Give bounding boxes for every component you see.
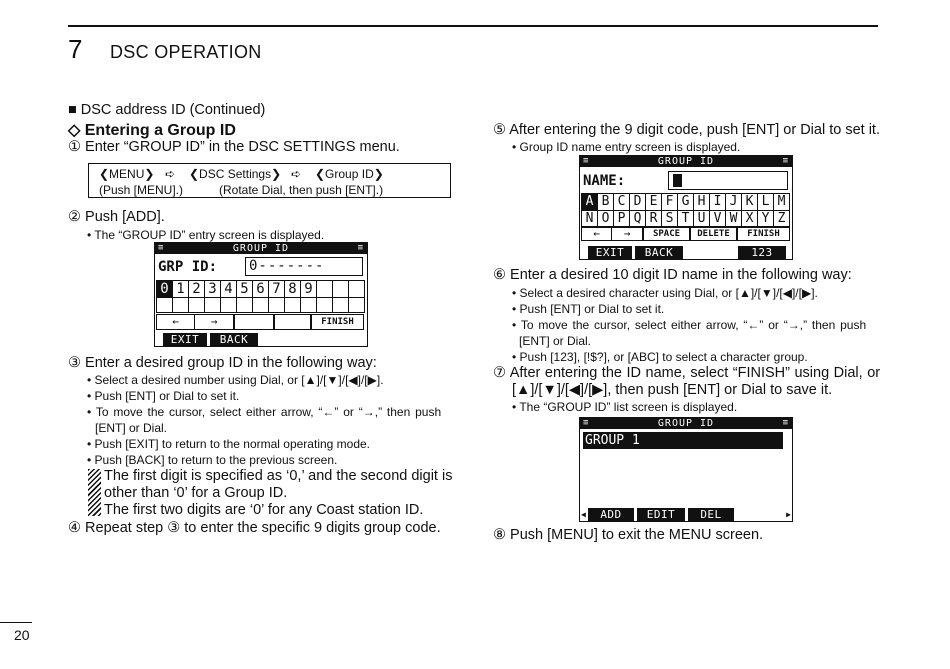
digit-key[interactable]: 0 — [156, 280, 173, 298]
letter-key[interactable]: Z — [773, 210, 790, 228]
group-id-entry-screen — [154, 242, 368, 347]
menu-icon: ≡ — [782, 418, 789, 428]
digit-key[interactable]: 8 — [284, 280, 301, 298]
letter-key[interactable]: B — [597, 193, 614, 211]
arrow-icon: ➪ — [291, 167, 302, 181]
letter-key[interactable]: L — [757, 193, 774, 211]
del-softkey[interactable]: DEL — [688, 508, 734, 521]
step-8: ⑧ Push [MENU] to exit the MENU screen. — [493, 527, 764, 543]
letter-key[interactable]: S — [661, 210, 678, 228]
blank-key — [348, 280, 365, 298]
menu-icon: ≡ — [583, 156, 590, 166]
letter-key[interactable]: A — [581, 193, 598, 211]
letter-key[interactable]: F — [661, 193, 678, 211]
blank-key — [188, 297, 205, 313]
step-3-bullet-cont: [ENT] or Dial. — [95, 421, 168, 435]
page-number-rule — [0, 622, 32, 623]
letter-key[interactable]: N — [581, 210, 598, 228]
right-triangle-icon: ▶ — [786, 510, 791, 519]
group-id-list-screen — [579, 417, 793, 522]
delete-key[interactable]: DELETE — [690, 226, 737, 241]
letter-key[interactable]: T — [677, 210, 694, 228]
edit-softkey[interactable]: EDIT — [637, 508, 685, 521]
digit-key[interactable]: 7 — [268, 280, 285, 298]
exit-softkey[interactable]: EXIT — [588, 246, 632, 259]
letter-key[interactable]: Y — [757, 210, 774, 228]
screen-title-bar — [580, 418, 792, 429]
blank-key — [300, 297, 317, 313]
step-6-bullet: • Select a desired character using Dial, or [▲]/[▼]/[◀]/[▶]. — [512, 286, 818, 300]
heading: ◇ Entering a Group ID — [68, 122, 236, 139]
back-softkey[interactable]: BACK — [210, 333, 258, 346]
step-7-note: • The “GROUP ID” list screen is displayed. — [512, 400, 738, 414]
letter-key[interactable]: O — [597, 210, 614, 228]
blank-key — [172, 297, 189, 313]
arrow-icon: ➪ — [165, 167, 176, 181]
left-arrow-key[interactable]: ← — [156, 314, 195, 330]
step-2-note: • The “GROUP ID” entry screen is displayed. — [87, 228, 325, 242]
note-line: other than ‘0’ for a Group ID. — [104, 485, 288, 501]
blank-key — [252, 297, 269, 313]
cursor-block — [673, 174, 682, 187]
step-6-bullet-cont: [ENT] or Dial. — [519, 334, 592, 348]
step-3-bullet: • Push [BACK] to return to the previous screen. — [87, 453, 338, 467]
letter-key[interactable]: V — [709, 210, 726, 228]
back-softkey[interactable]: BACK — [635, 246, 683, 259]
chapter-number: 7 — [68, 34, 83, 64]
screen-title: GROUP ID — [657, 418, 715, 429]
dsc-settings-key: ❮DSC Settings❯ — [189, 167, 282, 181]
letter-key[interactable]: K — [741, 193, 758, 211]
blank-key — [332, 297, 349, 313]
blank-key — [156, 297, 173, 313]
step-6-bullet: • Push [ENT] or Dial to set it. — [512, 302, 665, 316]
right-arrow-key[interactable]: → — [194, 314, 234, 330]
group-name-entry-screen — [579, 155, 793, 260]
step-3-bullet: • Push [ENT] or Dial to set it. — [87, 389, 240, 403]
right-arrow-key[interactable]: → — [611, 226, 643, 241]
letter-key[interactable]: C — [613, 193, 630, 211]
letter-key[interactable]: U — [693, 210, 710, 228]
step-3: ③ Enter a desired group ID in the following way: — [68, 355, 377, 371]
step-4: ④ Repeat step ③ to enter the specific 9 digits group code. — [68, 520, 441, 536]
step-6-bullet: • Push [123], [!$?], or [ABC] to select a character group. — [512, 350, 808, 364]
letter-key[interactable]: W — [725, 210, 742, 228]
letter-key[interactable]: J — [725, 193, 742, 211]
space-key[interactable]: SPACE — [643, 226, 690, 241]
blank-key — [220, 297, 237, 313]
step-3-bullet: • Select a desired number using Dial, or [▲]/[▼]/[◀]/[▶]. — [87, 373, 384, 387]
note-line: The first digit is specified as ‘0,’ and the second digit is — [104, 468, 453, 484]
letter-key[interactable]: R — [645, 210, 662, 228]
letter-key[interactable]: H — [693, 193, 710, 211]
rotate-dial-note: (Rotate Dial, then push [ENT].) — [219, 183, 384, 197]
add-softkey[interactable]: ADD — [588, 508, 634, 521]
blank-key — [236, 297, 253, 313]
blank-key — [274, 314, 311, 330]
left-triangle-icon: ◀ — [581, 510, 586, 519]
screen-title-bar — [155, 243, 367, 254]
digit-key[interactable]: 6 — [252, 280, 269, 298]
digit-key[interactable]: 2 — [188, 280, 205, 298]
blank-key — [268, 297, 285, 313]
blank-key — [332, 280, 349, 298]
letter-key[interactable]: D — [629, 193, 646, 211]
finish-key[interactable]: FINISH — [311, 314, 364, 330]
push-menu-note: (Push [MENU].) — [99, 183, 184, 197]
blank-key — [284, 297, 301, 313]
menu-icon: ≡ — [782, 156, 789, 166]
screen-title: GROUP ID — [657, 156, 715, 167]
top-rule — [68, 25, 878, 27]
menu-icon: ≡ — [583, 418, 590, 428]
letter-key[interactable]: E — [645, 193, 662, 211]
grp-id-value: 0------- — [245, 257, 363, 276]
letter-key[interactable]: X — [741, 210, 758, 228]
menu-key: ❮MENU❯ — [99, 167, 155, 181]
note-line: The first two digits are ‘0’ for any Coast station ID. — [104, 502, 424, 518]
blank-key — [234, 314, 274, 330]
digit-key[interactable]: 3 — [204, 280, 221, 298]
digit-key[interactable]: 4 — [220, 280, 237, 298]
finish-key[interactable]: FINISH — [737, 226, 790, 241]
menu-path-box — [88, 163, 451, 198]
step-3-bullet: • Push [EXIT] to return to the normal operating mode. — [87, 437, 371, 451]
step-1: ① Enter “GROUP ID” in the DSC SETTINGS menu. — [68, 139, 400, 155]
menu-icon: ≡ — [158, 243, 165, 253]
note-icon — [88, 469, 101, 516]
step-3-bullet: • To move the cursor, select either arrow, “←” or “→,” then push — [87, 405, 442, 419]
digit-key[interactable]: 1 — [172, 280, 189, 298]
left-arrow-key[interactable]: ← — [581, 226, 612, 241]
blank-key — [204, 297, 221, 313]
letter-key[interactable]: G — [677, 193, 694, 211]
name-label: NAME: — [583, 173, 626, 189]
step-2: ② Push [ADD]. — [68, 209, 165, 225]
letter-key[interactable]: I — [709, 193, 726, 211]
exit-softkey[interactable]: EXIT — [163, 333, 207, 346]
letter-key[interactable]: Q — [629, 210, 646, 228]
menu-icon: ≡ — [357, 243, 364, 253]
section-title: ■ DSC address ID (Continued) — [68, 102, 266, 118]
step-6: ⑥ Enter a desired 10 digit ID name in the following way: — [493, 267, 852, 283]
name-input[interactable] — [668, 171, 788, 190]
digit-key[interactable]: 9 — [300, 280, 317, 298]
letter-key[interactable]: P — [613, 210, 630, 228]
digit-key[interactable]: 5 — [236, 280, 253, 298]
blank-key — [348, 297, 365, 313]
screen-title: GROUP ID — [232, 243, 290, 254]
letter-key[interactable]: M — [773, 193, 790, 211]
step-5: ⑤ After entering the 9 digit code, push [ENT] or Dial to set it. — [493, 122, 880, 138]
step-6-bullet: • To move the cursor, select either arrow, “←” or “→,” then push — [512, 318, 867, 332]
step-5-note: • Group ID name entry screen is displayed. — [512, 140, 741, 154]
group-list-item[interactable]: GROUP 1 — [583, 432, 783, 449]
chapter-title: DSC OPERATION — [110, 42, 262, 62]
step-7-cont: [▲]/[▼]/[◀]/[▶], then push [ENT] or Dial to save it. — [512, 382, 833, 398]
grp-id-label: GRP ID: — [158, 259, 218, 275]
blank-key — [316, 297, 333, 313]
screen-title-bar — [580, 156, 792, 167]
mode-123-softkey[interactable]: 123 — [738, 246, 786, 259]
blank-key — [316, 280, 333, 298]
step-7: ⑦ After entering the ID name, select “FINISH” using Dial, or — [493, 365, 881, 381]
page-number: 20 — [14, 627, 30, 643]
group-id-key: ❮Group ID❯ — [315, 167, 384, 181]
